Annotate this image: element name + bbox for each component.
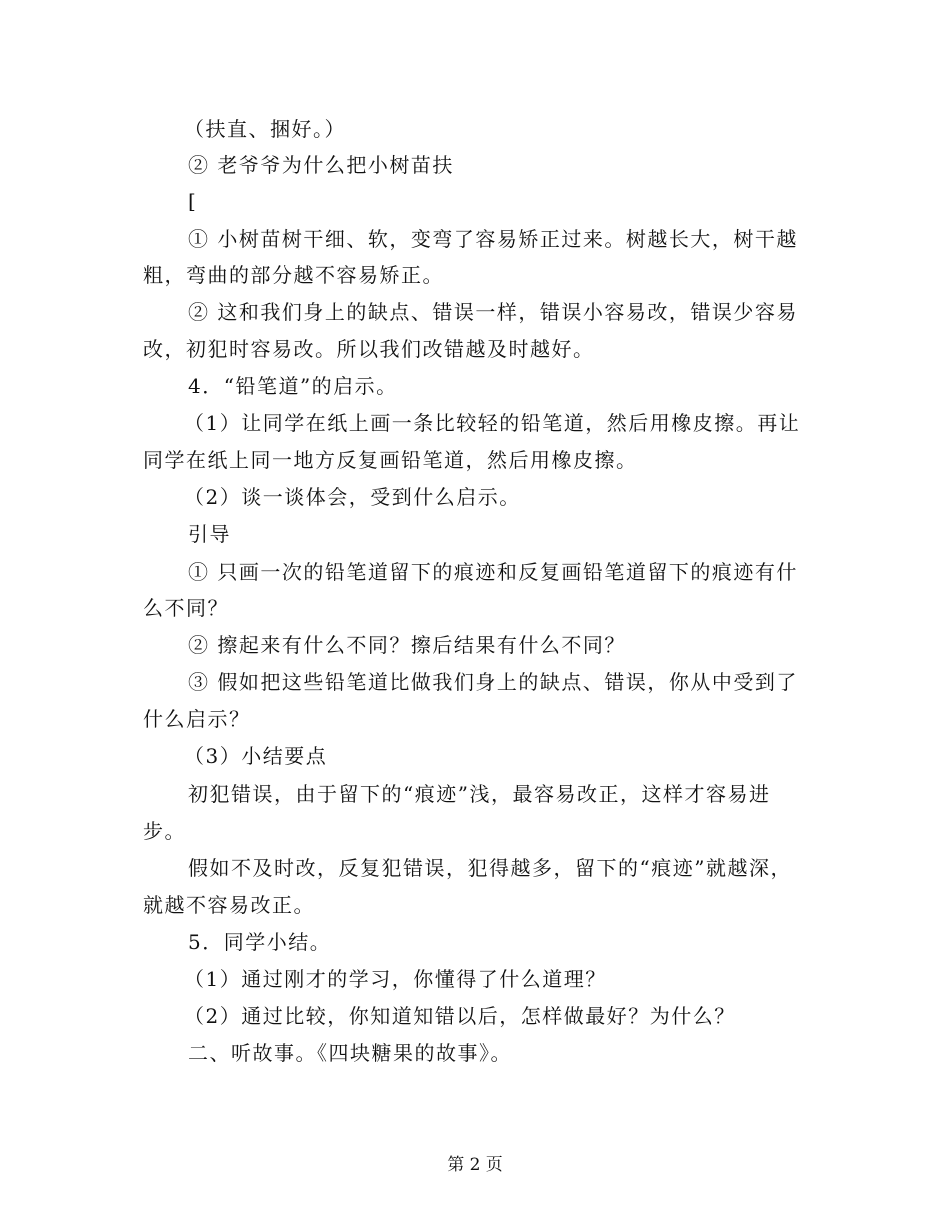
text-line: （3）小结要点: [184, 744, 328, 768]
text-line: 步。: [143, 819, 186, 843]
text-line: ③ 假如把这些铅笔道比做我们身上的缺点、错误，你从中受到了: [188, 670, 798, 694]
text-line: （1）让同学在纸上画一条比较轻的铅笔道，然后用橡皮擦。再让: [184, 411, 801, 435]
text-line: 就越不容易改正。: [143, 893, 315, 917]
text-line: （2）谈一谈体会，受到什么启示。: [184, 485, 521, 509]
text-line: ② 擦起来有什么不同？擦后结果有什么不同？: [188, 633, 626, 657]
text-line: 改，初犯时容易改。所以我们改错越及时越好。: [143, 337, 595, 361]
text-line: 引导: [188, 522, 231, 546]
text-line: 同学在纸上同一地方反复画铅笔道，然后用橡皮擦。: [143, 448, 638, 472]
text-line: （1）通过刚才的学习，你懂得了什么道理？: [184, 967, 607, 991]
text-line: 么不同？: [143, 596, 229, 620]
text-line: ② 这和我们身上的缺点、错误一样，错误小容易改，错误少容易: [188, 300, 798, 324]
text-line: ② 老爷爷为什么把小树苗扶: [188, 153, 454, 177]
text-line: 什么启示？: [143, 707, 251, 731]
text-line: （扶直、捆好。）: [184, 117, 346, 141]
text-line: 粗，弯曲的部分越不容易矫正。: [143, 263, 444, 287]
text-line: 二、听故事。《四块糖果的故事》。: [188, 1041, 512, 1065]
text-line: [: [188, 189, 198, 213]
page-number: 第 2 页: [447, 1155, 503, 1175]
text-line: 4．“铅笔道”的启示。: [188, 374, 398, 398]
text-line: 5．同学小结。: [188, 930, 332, 954]
text-line: 假如不及时改，反复犯错误，犯得越多，留下的“痕迹”就越深，: [188, 856, 792, 880]
text-line: ① 只画一次的铅笔道留下的痕迹和反复画铅笔道留下的痕迹有什: [188, 560, 798, 584]
text-line: ① 小树苗树干细、软，变弯了容易矫正过来。树越长大，树干越: [188, 227, 798, 251]
text-line: （2）通过比较，你知道知错以后，怎样做最好？为什么？: [184, 1004, 736, 1028]
text-line: 初犯错误，由于留下的“痕迹”浅，最容易改正，这样才容易进: [188, 782, 771, 806]
